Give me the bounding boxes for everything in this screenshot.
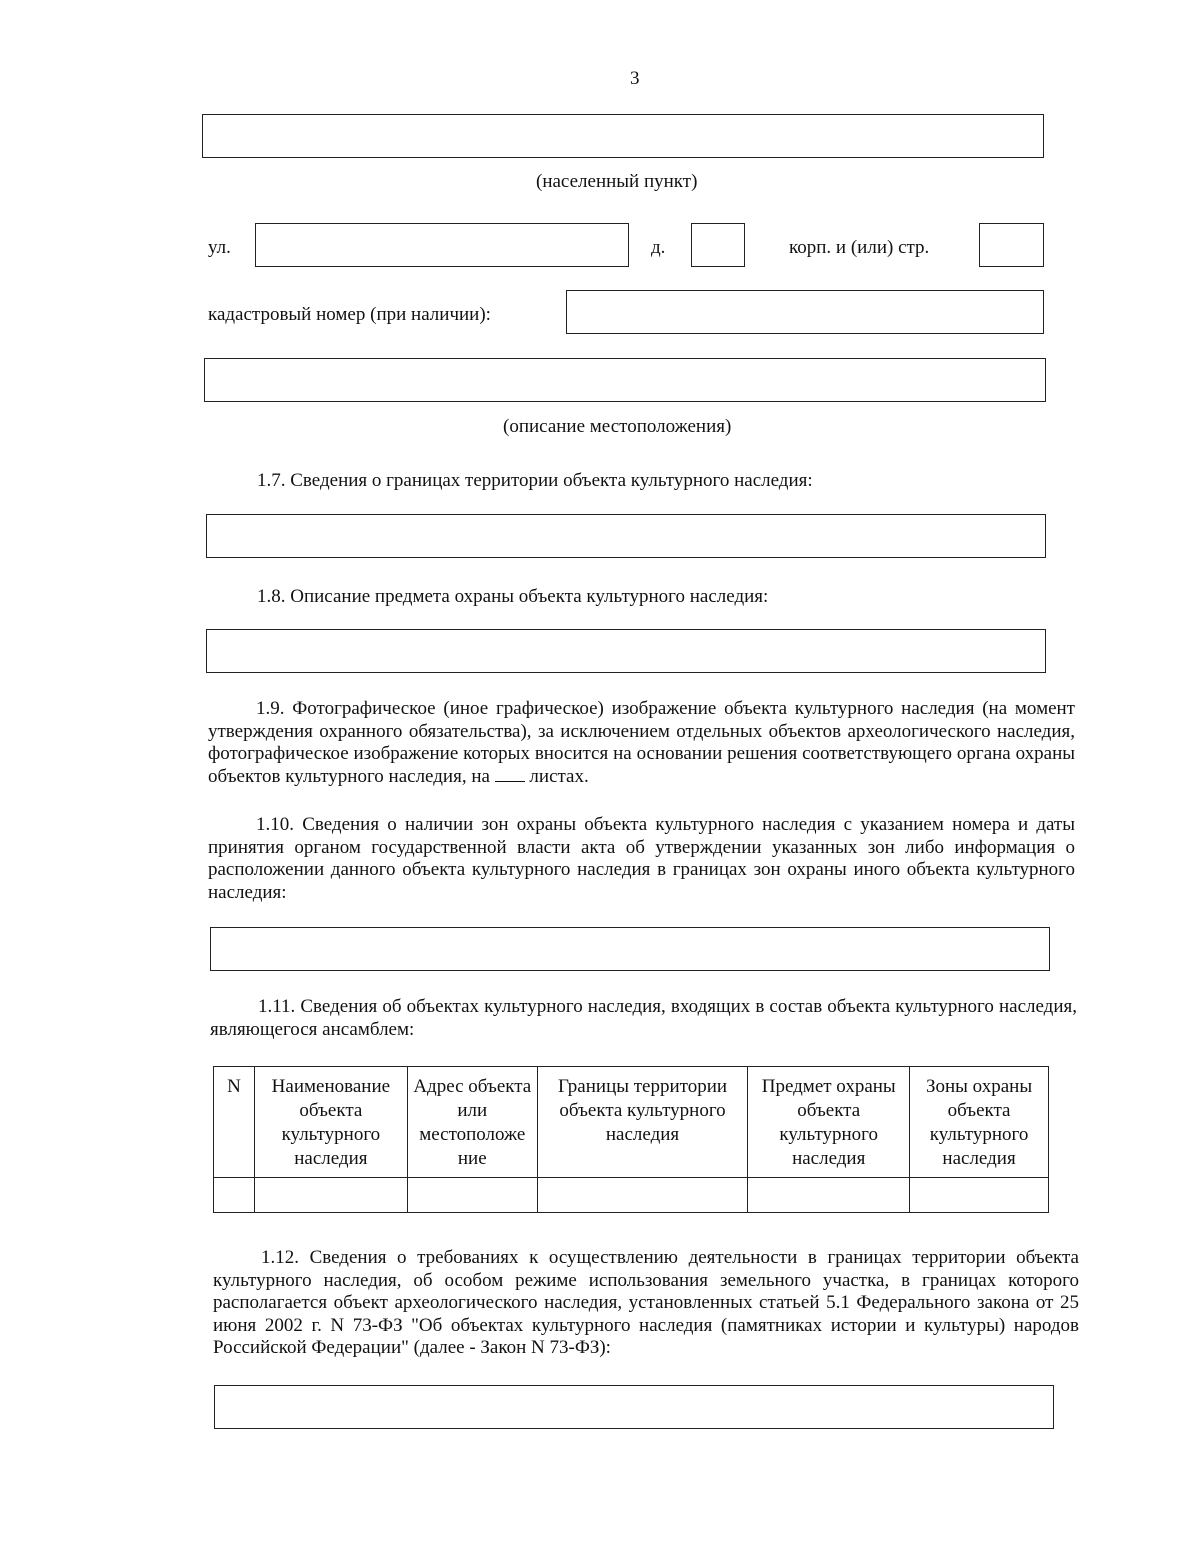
table-cell[interactable] (214, 1178, 255, 1213)
section-1-9-text: 1.9. Фотографическое (иное графическое) изображение объекта культурного наследия (на момент утверждения охранного обязательства), за исключением отдельных объектов археологического наследия, фотографическое изображение которых вносится на основании решения соответствующего органа охраны объектов культурного наследия, на (208, 698, 1075, 787)
table-header-address: Адрес объекта или местоположе ние (407, 1067, 537, 1178)
settlement-caption: (населенный пункт) (536, 171, 698, 192)
table-row (214, 1178, 1049, 1213)
cadastral-label: кадастровый номер (при наличии): (208, 304, 491, 325)
section-1-11-text: 1.11. Сведения об объектах культурного наследия, входящих в состав объекта культурного наследия, являющегося ансамблем: (210, 996, 1077, 1040)
section-1-10-paragraph (208, 814, 1075, 904)
table-cell[interactable] (910, 1178, 1049, 1213)
section-1-9-text-end: листах. (529, 765, 589, 787)
table-cell[interactable] (748, 1178, 910, 1213)
section-1-12-field[interactable] (214, 1385, 1054, 1429)
section-1-7-field[interactable] (206, 514, 1046, 558)
section-1-7-title: 1.7. Сведения о границах территории объекта культурного наследия: (257, 470, 813, 491)
section-1-8-field[interactable] (206, 629, 1046, 673)
cadastral-field[interactable] (566, 290, 1044, 334)
settlement-field[interactable] (202, 114, 1044, 158)
building-label: корп. и (или) стр. (789, 237, 930, 258)
section-1-10-text: 1.10. Сведения о наличии зон охраны объекта культурного наследия с указанием номера и даты принятия органом государственной власти акта об утверждении указанных зон либо информация о расположении данного объекта культурного наследия в границах зон охраны иного объекта культурного наследия: (208, 814, 1075, 903)
section-1-10-field[interactable] (210, 927, 1050, 971)
ensemble-objects-table (213, 1066, 1049, 1213)
section-1-12-text: 1.12. Сведения о требованиях к осуществлению деятельности в границах территории объекта культурного наследия, об особом режиме использования земельного участка, в границах которого располагается объект археологического наследия, установленных статьей 5.1 Федерального закона от 25 июня 2002 г. N 73-ФЗ "Об объектах культурного наследия (памятниках истории и культуры) народов Российской Федерации" (далее - Закон N 73-ФЗ): (213, 1247, 1079, 1358)
table-header-number: N (214, 1067, 255, 1178)
sheet-count-blank[interactable] (495, 767, 525, 782)
section-1-9-paragraph (208, 698, 1075, 788)
table-cell[interactable] (407, 1178, 537, 1213)
street-field[interactable] (255, 223, 629, 267)
table-header-name: Наименование объекта культурного наследия (254, 1067, 407, 1178)
section-1-12-paragraph (213, 1247, 1079, 1360)
table-header-row (214, 1067, 1049, 1178)
location-field[interactable] (204, 358, 1046, 402)
house-label: д. (651, 237, 666, 258)
section-1-8-title: 1.8. Описание предмета охраны объекта культурного наследия: (257, 586, 769, 607)
table-header-boundaries: Границы территории объекта культурного наследия (537, 1067, 748, 1178)
street-label: ул. (208, 237, 231, 258)
section-1-11-paragraph (210, 996, 1077, 1041)
page-number: 3 (630, 68, 640, 89)
table-cell[interactable] (537, 1178, 748, 1213)
table-cell[interactable] (254, 1178, 407, 1213)
table-header-protection-subject: Предмет охраны объекта культурного наследия (748, 1067, 910, 1178)
table-header-protection-zones: Зоны охраны объекта культурного наследия (910, 1067, 1049, 1178)
building-field[interactable] (979, 223, 1044, 267)
location-caption: (описание местоположения) (503, 416, 732, 437)
house-field[interactable] (691, 223, 745, 267)
